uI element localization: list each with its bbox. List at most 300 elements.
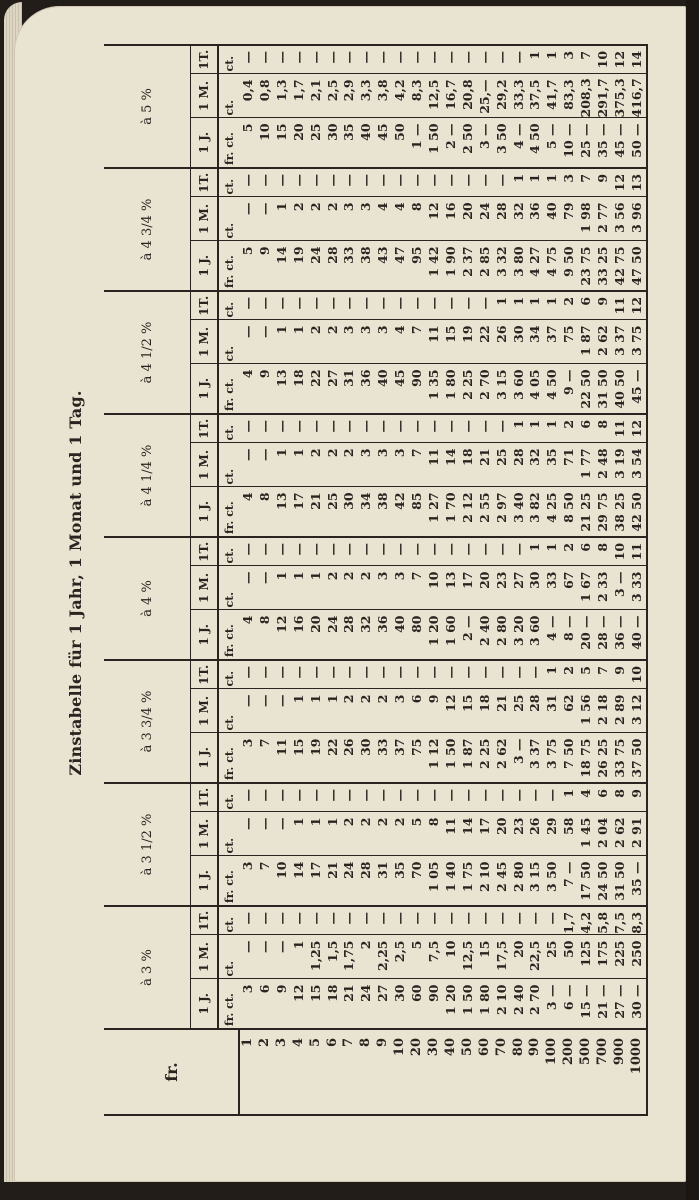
interest-cell: 10 (443, 935, 460, 979)
interest-cell: 14 (443, 443, 460, 487)
interest-cell: 24 (308, 241, 325, 291)
interest-cell: 1 (291, 935, 308, 979)
interest-cell: 2 (291, 197, 308, 241)
interest-cell: — (257, 291, 274, 320)
interest-cell: 3 80 (511, 241, 528, 291)
interest-cell: 36 (358, 364, 375, 414)
interest-cell: — (239, 45, 257, 74)
rate-header-4: à 4 1/4 % (104, 414, 191, 537)
interest-cell: 11 (274, 733, 291, 783)
interest-cell: 3 32 (494, 241, 511, 291)
interest-cell: 38 25 (612, 487, 629, 537)
interest-cell: 3 75 (544, 733, 561, 783)
interest-cell: 20 (511, 935, 528, 979)
interest-cell: 2 (341, 812, 358, 856)
interest-cell: 29 75 (595, 487, 612, 537)
interest-cell: 2 80 (511, 856, 528, 906)
interest-cell: 175 (595, 935, 612, 979)
amount-cell: 7 (341, 1029, 358, 1115)
interest-cell: — (511, 906, 528, 935)
interest-cell: — (308, 168, 325, 197)
interest-cell: — (341, 537, 358, 566)
interest-cell: 3 15 (494, 364, 511, 414)
period-header-7-0: 1 J. (191, 118, 219, 168)
page-title: Zinstabelle für 1 Jahr, 1 Monat und 1 Tag. (66, 390, 85, 776)
interest-cell: — (291, 45, 308, 74)
interest-cell: 33,3 (511, 74, 528, 118)
interest-cell: 6 — (561, 979, 578, 1029)
interest-cell: 3 96 (629, 197, 647, 241)
interest-cell: 4 25 (544, 487, 561, 537)
period-header-0-0: 1 J. (191, 979, 219, 1029)
interest-cell: 2 50 (460, 118, 477, 168)
interest-cell: 2 (358, 566, 375, 610)
interest-cell: 12,5 (460, 935, 477, 979)
interest-cell: 26 (341, 733, 358, 783)
interest-cell: 2 — (443, 118, 460, 168)
interest-cell: 24 50 (595, 856, 612, 906)
unit-label-0-1: ct. (218, 935, 239, 979)
period-header-5-2: 1T. (191, 291, 219, 320)
interest-cell: 4 — (544, 610, 561, 660)
interest-cell: 8 (257, 610, 274, 660)
interest-cell: — (511, 537, 528, 566)
interest-cell: — (409, 660, 426, 689)
interest-cell: 80 (409, 610, 426, 660)
interest-cell: 50 (561, 935, 578, 979)
interest-cell: 20 — (578, 610, 595, 660)
period-header-4-2: 1T. (191, 414, 219, 443)
interest-cell: 20 (494, 812, 511, 856)
interest-cell: 10 (426, 566, 443, 610)
interest-cell: 35 (392, 856, 409, 906)
interest-cell: — (325, 906, 342, 935)
period-header-3-1: 1 M. (191, 566, 219, 610)
interest-cell: — (291, 660, 308, 689)
interest-cell: 75 (409, 733, 426, 783)
interest-cell: 8 (409, 197, 426, 241)
interest-cell: — (409, 291, 426, 320)
interest-cell: 2 (341, 566, 358, 610)
table-row (595, 45, 612, 1115)
interest-cell: 2 62 (612, 812, 629, 856)
interest-cell: — (460, 168, 477, 197)
interest-cell: — (257, 906, 274, 935)
interest-cell: 20 (291, 118, 308, 168)
interest-cell: 3 (239, 733, 257, 783)
interest-cell: — (409, 168, 426, 197)
interest-cell: 7 — (561, 856, 578, 906)
amount-cell: 200 (561, 1029, 578, 1115)
interest-cell: 67 (561, 566, 578, 610)
interest-cell: 36 — (612, 610, 629, 660)
interest-cell: 28 (511, 443, 528, 487)
interest-cell: 28 (325, 241, 342, 291)
interest-cell: 2 (358, 935, 375, 979)
interest-cell: — (239, 783, 257, 812)
interest-cell: — (375, 906, 392, 935)
interest-cell: 1 (511, 414, 528, 443)
interest-cell: 7 (409, 443, 426, 487)
interest-cell: 1 42 (426, 241, 443, 291)
interest-cell: 1 75 (460, 856, 477, 906)
interest-cell: 1 (494, 291, 511, 320)
interest-cell: 1 (511, 291, 528, 320)
interest-cell: 4,2 (392, 74, 409, 118)
interest-cell: 45 — (629, 364, 647, 414)
interest-cell: 37 (392, 733, 409, 783)
interest-cell: 38 (375, 487, 392, 537)
interest-cell: — (341, 906, 358, 935)
interest-cell: — (544, 906, 561, 935)
amount-cell: 50 (460, 1029, 477, 1115)
interest-cell: — (375, 414, 392, 443)
interest-cell: 11 (629, 537, 647, 566)
interest-cell: — (341, 291, 358, 320)
table-row (612, 45, 629, 1115)
interest-cell: 8,3 (629, 906, 647, 935)
interest-cell: 32 (527, 443, 544, 487)
interest-cell: 15 — (578, 979, 595, 1029)
interest-cell: — (426, 414, 443, 443)
interest-cell: 25,— (477, 74, 494, 118)
interest-cell: 26 25 (595, 733, 612, 783)
interest-cell: 3 (375, 443, 392, 487)
interest-cell: 3 33 (629, 566, 647, 610)
interest-cell: 2 (392, 812, 409, 856)
interest-cell: — (257, 45, 274, 74)
interest-cell: 2,25 (375, 935, 392, 979)
interest-cell: 11 (612, 414, 629, 443)
interest-cell: 6 (595, 783, 612, 812)
amount-cell: 30 (426, 1029, 443, 1115)
interest-cell: 2 48 (595, 443, 612, 487)
interest-cell: 21 (477, 443, 494, 487)
rotated-table-sheet (64, 49, 644, 1116)
interest-cell: — (426, 660, 443, 689)
interest-cell: — (239, 414, 257, 443)
interest-cell: 1 (325, 812, 342, 856)
interest-cell: 47 50 (629, 241, 647, 291)
interest-cell: 20 (460, 197, 477, 241)
interest-cell: 50 — (629, 118, 647, 168)
period-header-2-0: 1 J. (191, 733, 219, 783)
interest-cell: 2 (375, 689, 392, 733)
interest-cell: 33 75 (612, 733, 629, 783)
period-header-5-1: 1 M. (191, 320, 219, 364)
interest-cell: 30 (511, 320, 528, 364)
interest-cell: 3 15 (527, 856, 544, 906)
interest-cell: 75 (561, 320, 578, 364)
interest-cell: 90 (426, 979, 443, 1029)
interest-cell: — (239, 935, 257, 979)
interest-cell: 2 40 (477, 610, 494, 660)
interest-cell: 4 (375, 197, 392, 241)
interest-cell: — (392, 660, 409, 689)
interest-cell: 33 (375, 733, 392, 783)
interest-cell: 15 (460, 689, 477, 733)
interest-cell: 1 05 (426, 856, 443, 906)
unit-label-6-2: ct. (218, 168, 239, 197)
interest-cell: — (325, 537, 342, 566)
interest-cell: — (239, 168, 257, 197)
interest-cell: 31 (375, 856, 392, 906)
period-header-6-2: 1T. (191, 168, 219, 197)
interest-cell: — (392, 291, 409, 320)
interest-cell: — (460, 45, 477, 74)
interest-cell: 1 12 (426, 733, 443, 783)
interest-cell: 3 40 (511, 487, 528, 537)
interest-cell: 1,7 (561, 906, 578, 935)
interest-cell: 1 (291, 320, 308, 364)
interest-cell: 5 — (544, 118, 561, 168)
interest-cell: 375,3 (612, 74, 629, 118)
interest-cell: — (527, 783, 544, 812)
interest-cell: 9 (257, 241, 274, 291)
interest-cell: — (392, 168, 409, 197)
interest-cell: 25 (494, 443, 511, 487)
table-row (561, 45, 578, 1115)
interest-cell: 22 50 (578, 364, 595, 414)
period-header-7-1: 1 M. (191, 74, 219, 118)
interest-cell: — (375, 168, 392, 197)
interest-cell: 21 (308, 487, 325, 537)
amount-cell: 70 (494, 1029, 511, 1115)
interest-cell: 2 (561, 291, 578, 320)
interest-cell: 19 (291, 241, 308, 291)
interest-cell: 2 10 (494, 979, 511, 1029)
amount-cell: 1000 (629, 1029, 647, 1115)
interest-cell: 36 (375, 610, 392, 660)
rate-header-5: à 4 1/2 % (104, 291, 191, 414)
interest-cell: 4 (239, 487, 257, 537)
interest-cell: — (544, 783, 561, 812)
interest-cell: 1,7 (291, 74, 308, 118)
interest-cell: 14 (291, 856, 308, 906)
interest-cell: 42 75 (612, 241, 629, 291)
period-header-3-0: 1 J. (191, 610, 219, 660)
interest-cell: 14 (629, 45, 647, 74)
interest-cell: — (274, 291, 291, 320)
interest-cell: — (477, 45, 494, 74)
interest-cell: — (257, 168, 274, 197)
interest-cell: 10 (257, 118, 274, 168)
interest-cell: 37 (544, 320, 561, 364)
interest-cell: 10 (595, 45, 612, 74)
interest-cell: 5 (409, 935, 426, 979)
interest-cell: 1,75 (341, 935, 358, 979)
interest-cell: 1 (527, 414, 544, 443)
period-header-6-0: 1 J. (191, 241, 219, 291)
interest-cell: 2 (325, 443, 342, 487)
interest-cell: 5 (239, 241, 257, 291)
amount-column-header: fr. (104, 1029, 239, 1115)
interest-cell: — (257, 935, 274, 979)
interest-cell: 1 45 (578, 812, 595, 856)
interest-cell: 2 12 (460, 487, 477, 537)
interest-cell: 24 (477, 197, 494, 241)
table-row (426, 45, 443, 1115)
interest-cell: 1 70 (443, 487, 460, 537)
interest-cell: 40 (392, 610, 409, 660)
interest-cell: 1 (308, 566, 325, 610)
interest-cell: — (291, 783, 308, 812)
interest-cell: 2 (561, 414, 578, 443)
interest-cell: 3 (239, 979, 257, 1029)
interest-cell: 28 (358, 856, 375, 906)
interest-cell: 28 — (595, 610, 612, 660)
table-row (341, 45, 358, 1115)
interest-cell: — (409, 414, 426, 443)
unit-label-6-1: ct. (218, 197, 239, 241)
interest-cell: — (257, 443, 274, 487)
interest-cell: 2 62 (595, 320, 612, 364)
table-row (274, 45, 291, 1115)
interest-cell: 3 37 (527, 733, 544, 783)
table-row (375, 45, 392, 1115)
interest-cell: 2,5 (392, 935, 409, 979)
interest-cell: 416,7 (629, 74, 647, 118)
interest-cell: 3 (375, 320, 392, 364)
interest-cell: 29 (544, 812, 561, 856)
interest-cell: 7 (409, 566, 426, 610)
interest-cell: 2 (341, 689, 358, 733)
interest-cell: 2 33 (595, 566, 612, 610)
unit-label-4-1: ct. (218, 443, 239, 487)
interest-cell: 5 (239, 118, 257, 168)
interest-cell: 1 (308, 689, 325, 733)
interest-cell: 2 91 (629, 812, 647, 856)
interest-cell: 4 50 (544, 364, 561, 414)
interest-cell: — (257, 783, 274, 812)
interest-cell: 1 (274, 320, 291, 364)
interest-cell: 37,5 (527, 74, 544, 118)
rate-header-6: à 4 3/4 % (104, 168, 191, 291)
interest-cell: 8 (595, 414, 612, 443)
interest-cell: — (358, 537, 375, 566)
interest-cell: — (443, 906, 460, 935)
interest-cell: 3 56 (612, 197, 629, 241)
interest-cell: 7 (578, 168, 595, 197)
interest-cell: 31 (341, 364, 358, 414)
unit-label-5-1: ct. (218, 320, 239, 364)
interest-cell: — (274, 537, 291, 566)
interest-cell: 1 35 (426, 364, 443, 414)
interest-cell: 12 (629, 291, 647, 320)
interest-cell: 250 (629, 935, 647, 979)
amount-cell: 900 (612, 1029, 629, 1115)
interest-cell: — (375, 291, 392, 320)
interest-cell: 1 (527, 168, 544, 197)
interest-cell: 20 (308, 610, 325, 660)
interest-cell: 4 50 (527, 118, 544, 168)
interest-cell: 9 (612, 660, 629, 689)
unit-label-0-2: ct. (218, 906, 239, 935)
interest-cell: 2 25 (460, 364, 477, 414)
interest-cell: — (341, 783, 358, 812)
interest-cell: 1 (527, 45, 544, 74)
interest-cell: 1 50 (460, 979, 477, 1029)
interest-cell: 8 (612, 783, 629, 812)
table-row (443, 45, 460, 1115)
unit-label-5-0: fr. ct. (218, 364, 239, 414)
interest-cell: 1 98 (578, 197, 595, 241)
interest-cell: 1 (274, 566, 291, 610)
interest-cell: 3 37 (612, 320, 629, 364)
interest-cell: — (477, 660, 494, 689)
interest-cell: 125 (578, 935, 595, 979)
interest-cell: 3 (392, 443, 409, 487)
interest-cell: — (239, 660, 257, 689)
period-header-1-1: 1 M. (191, 812, 219, 856)
interest-cell: — (308, 537, 325, 566)
interest-cell: 27 (375, 979, 392, 1029)
interest-cell: — (460, 537, 477, 566)
interest-cell: 25 (308, 118, 325, 168)
interest-cell: 225 (612, 935, 629, 979)
interest-cell: 2 77 (595, 197, 612, 241)
interest-cell: 35 — (595, 118, 612, 168)
interest-cell: 2 97 (494, 487, 511, 537)
interest-cell: — (494, 783, 511, 812)
period-header-3-2: 1T. (191, 537, 219, 566)
interest-cell: — (477, 906, 494, 935)
interest-cell: 2 (308, 443, 325, 487)
interest-cell: 90 (409, 364, 426, 414)
interest-cell: — (494, 414, 511, 443)
interest-cell: 3 12 (629, 689, 647, 733)
interest-cell: — (239, 320, 257, 364)
interest-cell: 5 (578, 660, 595, 689)
interest-cell: 28 (494, 197, 511, 241)
interest-cell: 30 (392, 979, 409, 1029)
interest-cell: 7 (257, 856, 274, 906)
interest-cell: 16 (443, 197, 460, 241)
interest-cell: 71 (561, 443, 578, 487)
interest-cell: 23 (511, 812, 528, 856)
interest-cell: — (274, 906, 291, 935)
interest-cell: — (358, 660, 375, 689)
amount-cell: 80 (511, 1029, 528, 1115)
interest-cell: 32 (511, 197, 528, 241)
interest-cell: — (257, 320, 274, 364)
interest-cell: — (239, 812, 257, 856)
table-row (460, 45, 477, 1115)
unit-label-3-2: ct. (218, 537, 239, 566)
interest-cell: 3 (375, 566, 392, 610)
interest-cell: 8 — (561, 610, 578, 660)
interest-cell: 1,5 (325, 935, 342, 979)
interest-cell: 30 — (629, 979, 647, 1029)
interest-cell: 22 (308, 364, 325, 414)
unit-label-7-1: ct. (218, 74, 239, 118)
interest-cell: — (494, 537, 511, 566)
interest-cell: 35 (341, 118, 358, 168)
interest-cell: 10 (274, 856, 291, 906)
interest-cell: — (291, 906, 308, 935)
interest-cell: 2 (375, 812, 392, 856)
interest-cell: 95 (409, 241, 426, 291)
interest-cell: — (477, 537, 494, 566)
interest-cell: — (291, 414, 308, 443)
interest-cell: 4 (239, 364, 257, 414)
interest-cell: 45 — (612, 118, 629, 168)
interest-cell: — (308, 906, 325, 935)
interest-cell: 1 (544, 660, 561, 689)
interest-cell: — (239, 537, 257, 566)
interest-cell: 27 — (612, 979, 629, 1029)
interest-cell: — (239, 689, 257, 733)
